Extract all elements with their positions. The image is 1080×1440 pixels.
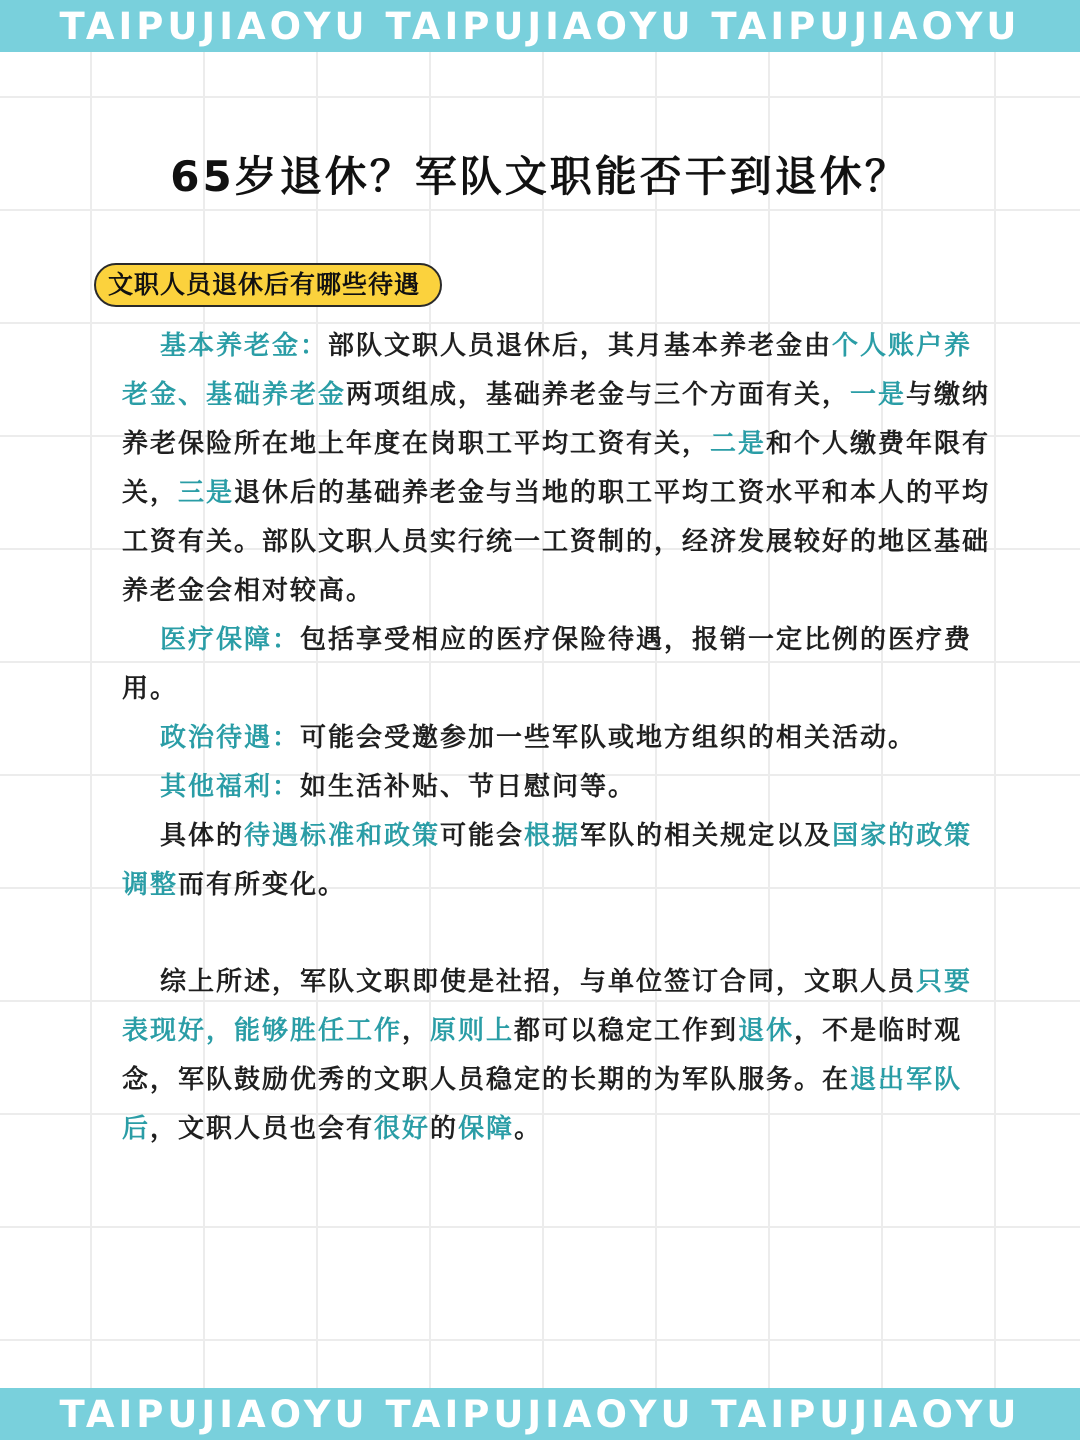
top-banner-text: TAIPUJIAOYU TAIPUJIAOYU TAIPUJIAOYU: [59, 4, 1021, 48]
highlight-text: 原则上: [430, 1016, 515, 1046]
paragraph: [122, 616, 994, 714]
highlight-text: 退出军队后: [122, 1065, 963, 1144]
highlight-text: 医疗保障：: [160, 625, 301, 655]
body-text: 可能会受邀参加一些军队或地方组织的相关活动。: [300, 723, 917, 753]
highlight-text: 三是: [178, 478, 235, 508]
body-text: 具体的: [160, 821, 245, 851]
body-text: 的: [430, 1114, 459, 1144]
highlight-text: 待遇标准和政策: [244, 821, 441, 851]
highlight-text: 退休: [738, 1016, 795, 1046]
bottom-banner-text: TAIPUJIAOYU TAIPUJIAOYU TAIPUJIAOYU: [59, 1392, 1021, 1436]
body-text: 如生活补贴、节日慰问等。: [300, 772, 637, 802]
body-text: 部队文职人员退休后，其月基本养老金由: [328, 331, 833, 361]
highlight-text: 只要表现好，能够胜任工作: [122, 967, 973, 1046]
body-text: 与缴纳养老保险所在地上年度在岗职工平均工资有关，: [122, 380, 991, 459]
highlight-text: 个人账户养老金、基础养老金: [122, 331, 973, 410]
highlight-text: 很好: [374, 1114, 431, 1144]
body-text: 军队的相关规定以及: [580, 821, 833, 851]
body-text: 。: [514, 1114, 543, 1144]
body-text: 退休后的基础养老金与当地的职工平均工资水平和本人的平均工资有关。部队文职人员实行统一工资制的，经济发展较好的地区基础养老金会相对较高。: [122, 478, 991, 606]
body-text: ，: [402, 1016, 431, 1046]
highlight-text: 其他福利：: [160, 772, 301, 802]
highlight-text: 基本养老金：: [160, 331, 329, 361]
body-text: ，文职人员也会有: [150, 1114, 375, 1144]
body-text: 可能会: [440, 821, 525, 851]
highlight-text: 根据: [524, 821, 581, 851]
page-title: 65岁退休？军队文职能否干到退休？: [170, 152, 910, 201]
body-text: 综上所述，军队文职即使是社招，与单位签订合同，文职人员: [160, 967, 917, 997]
highlight-text: 二是: [710, 429, 767, 459]
section-tag: 文职人员退休后有哪些待遇: [94, 263, 442, 307]
body-text: 和个人缴费年限有关，: [122, 429, 991, 508]
highlight-text: 政治待遇：: [160, 723, 301, 753]
paragraph: [122, 958, 994, 1154]
body-text: ，不是临时观念，军队鼓励优秀的文职人员稳定的长期的为军队服务。在: [122, 1016, 963, 1095]
article-body: [122, 322, 994, 1154]
paragraph: [122, 714, 994, 763]
highlight-text: 一是: [850, 380, 907, 410]
bottom-banner: [0, 1388, 1080, 1440]
highlight-text: 国家的政策调整: [122, 821, 973, 900]
paragraph: [122, 322, 994, 616]
body-text: 都可以稳定工作到: [514, 1016, 739, 1046]
body-text: 两项组成，基础养老金与三个方面有关，: [346, 380, 851, 410]
body-text: 包括享受相应的医疗保险待遇，报销一定比例的医疗费用。: [122, 625, 973, 704]
body-text: 而有所变化。: [178, 870, 347, 900]
paragraph: [122, 763, 994, 812]
paragraph: [122, 812, 994, 910]
highlight-text: 保障: [458, 1114, 515, 1144]
top-banner: [0, 0, 1080, 52]
paragraph-spacer: [122, 910, 994, 958]
